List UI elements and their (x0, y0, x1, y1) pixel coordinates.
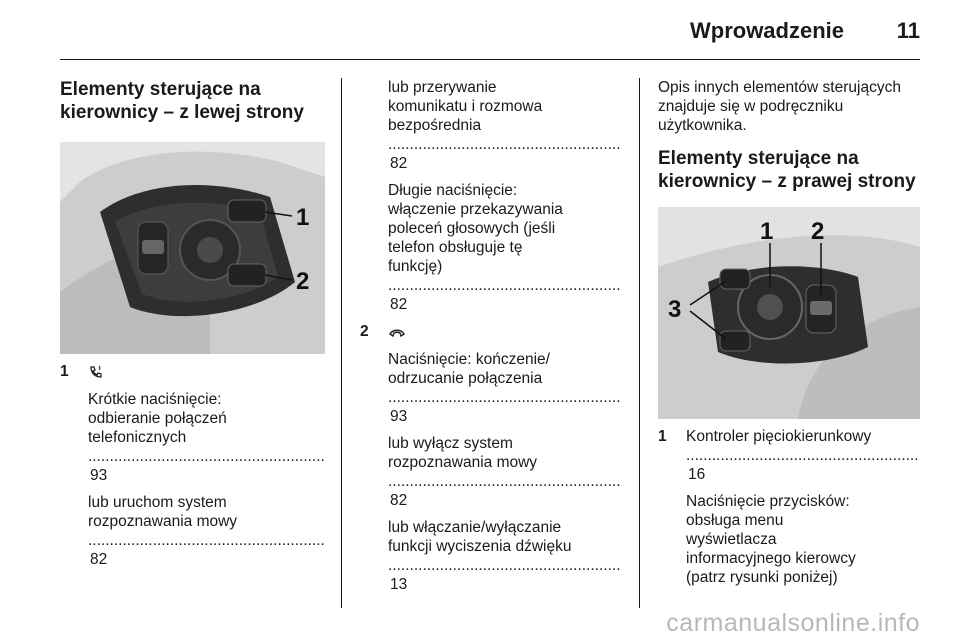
page-reference: odrzucanie połączenia ..... 93 (388, 369, 622, 426)
phone-voice-icon (88, 362, 325, 384)
steering-wheel-left-illustration (60, 142, 325, 354)
page-reference: rozpoznawania mowy ..... 82 (88, 512, 325, 569)
header-divider (60, 59, 920, 60)
item-number: 1 (60, 363, 69, 380)
column-divider-left (341, 78, 342, 608)
page-footer (0, 609, 960, 642)
list-item: 1 Krótkie naciśnięcie: odbieranie połączeń telefonicznych ..... 93 lub uruchom system rozpoznawania mowy ..... 82 (60, 362, 325, 569)
list-item: lub przerywanie komunikatu i rozmowa bezpośrednia ..... 82 Długie naciśnięcie: włączenie przekazywania poleceń głosowych (jeśli telefon obsługuje tę funkcję) ..... 82 (360, 78, 622, 314)
item-number: 1 (658, 428, 667, 445)
page-reference: telefonicznych ..... 93 (88, 428, 325, 485)
right-section-heading: Elementy sterujące na kierownicy – z prawej strony (658, 148, 916, 192)
right-steering-wheel-figure (658, 207, 920, 419)
middle-column (360, 78, 622, 602)
intro-paragraph: Opis innych elementów sterujących znajduje się w podręczniku użytkownika. (658, 79, 901, 134)
figure-label-1: 1 (296, 204, 310, 231)
page-reference: bezpośrednia ..... 82 (388, 116, 622, 173)
page-reference: funkcji wyciszenia dźwięku ..... 13 (388, 537, 622, 594)
figure-label-2: 2 (811, 218, 825, 245)
right-column (658, 78, 920, 595)
figure-label-2: 2 (296, 268, 310, 295)
page-title: Wprowadzenie (689, 18, 844, 43)
item-number: 2 (360, 323, 369, 340)
column-divider-right (639, 78, 640, 608)
list-item: 2 Naciśnięcie: kończenie/ odrzucanie połączenia ..... 93 lub wyłącz system rozpoznawania mowy ..... 82 lub włączanie/wyłączanie funkcji wyciszenia dźwięku ..... 13 (360, 322, 622, 594)
page-header (0, 0, 960, 60)
hang-up-icon (388, 322, 622, 344)
list-item: 1 Kontroler pięciokierunkowy ..... 16 Naciśnięcie przycisków: obsługa menu wyświetlacza informacyjnego kierowcy (patrz rysunki poniżej) (658, 427, 920, 587)
page-reference: Kontroler pięciokierunkowy ..... 16 (686, 427, 920, 484)
page-reference: funkcję) ..... 82 (388, 257, 622, 314)
left-steering-wheel-figure (60, 142, 325, 354)
figure-label-3: 3 (668, 296, 682, 323)
steering-wheel-right-illustration (658, 207, 920, 419)
watermark: carmanualsonline.info (666, 609, 920, 637)
page-number: 11 (896, 18, 920, 43)
figure-label-1: 1 (760, 218, 774, 245)
left-section-heading: Elementy sterujące na kierownicy – z lewej strony (60, 79, 304, 123)
page-reference: rozpoznawania mowy ..... 82 (388, 453, 622, 510)
left-column (60, 78, 325, 577)
